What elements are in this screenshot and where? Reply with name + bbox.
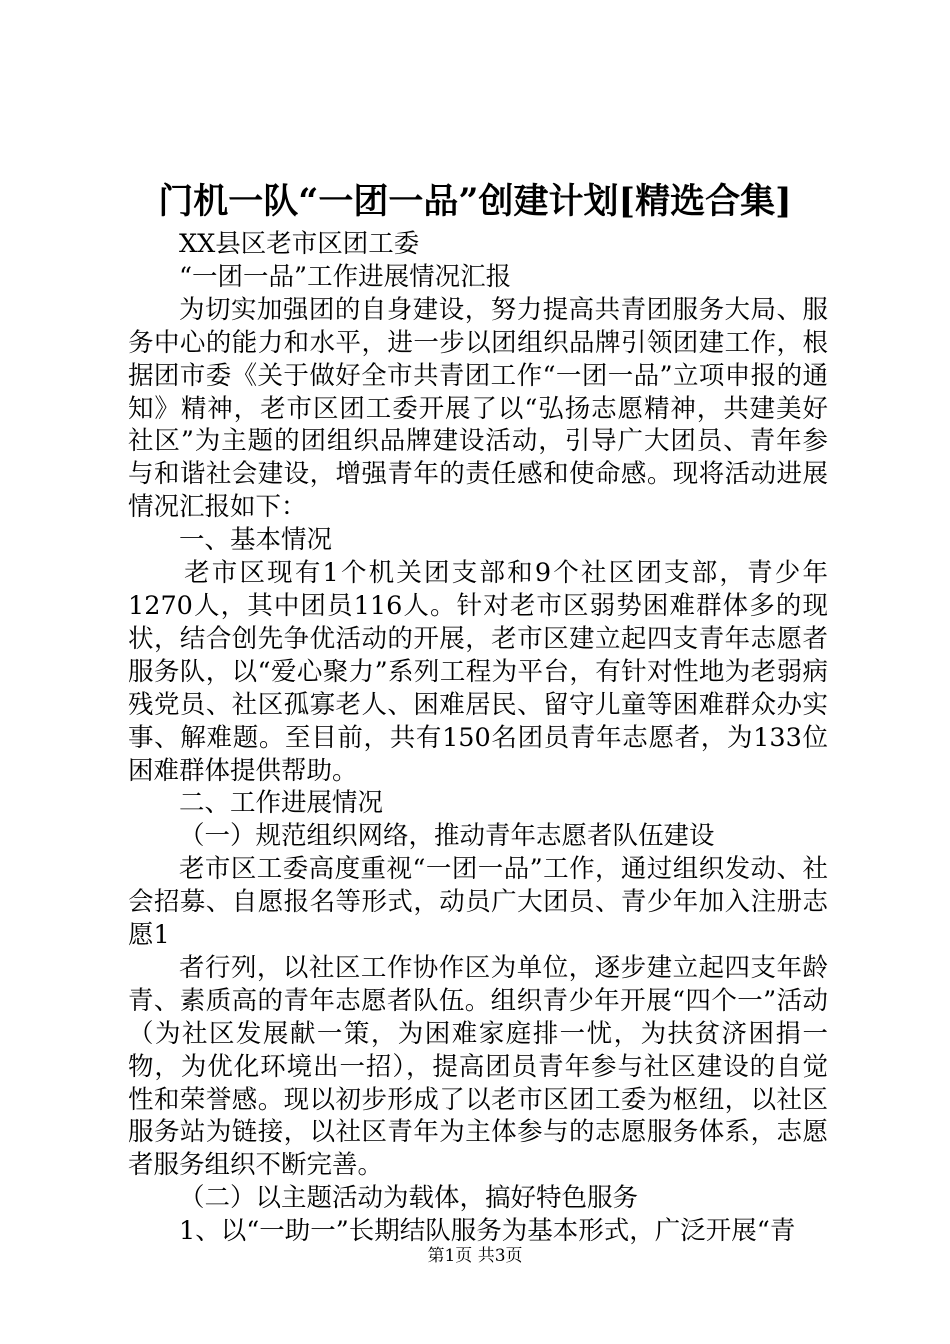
- section-heading: 一、基本情况: [179, 525, 333, 556]
- section-heading: 二、工作进展情况: [179, 788, 384, 819]
- document-title: 门机一队“一团一品”创建计划[精选合集]: [158, 181, 792, 222]
- subsection-heading: （二）以主题活动为载体，搞好特色服务: [179, 1183, 639, 1214]
- body-paragraph: 老市区现有1个机关团支部和9个社区团支部，青少年1270人，其中团员116人。针对老市区弱势困难群体多的现状，结合创先争优活动的开展，老市区建立起四支青年志愿者服务队，以“爱心聚力”系列工程为平台，有针对性地为老弱病残党员、社区孤寡老人、困难居民、留守儿童等困难群众办实事、解难题。至目前，共有150名团员青年志愿者，为133位困难群体提供帮助。: [128, 558, 828, 786]
- subsection-heading: （一）规范组织网络，推动青年志愿者队伍建设: [179, 821, 715, 852]
- body-paragraph: “一团一品”工作进展情况汇报: [179, 261, 512, 292]
- body-paragraph: 为切实加强团的自身建设，努力提高共青团服务大局、服务中心的能力和水平，进一步以团组织品牌引领团建工作，根据团市委《关于做好全市共青团工作“一团一品”立项申报的通知》精神，老市区团工委开展了以“弘扬志愿精神，共建美好社区”为主题的团组织品牌建设活动，引导广大团员、青年参与和谐社会建设，增强青年的责任感和使命感。现将活动进展情况汇报如下：: [128, 294, 828, 523]
- document-body: [128, 228, 828, 1248]
- body-paragraph: 者行列，以社区工作协作区为单位，逐步建立起四支年龄青、素质高的青年志愿者队伍。组织青少年开展“四个一”活动（为社区发展献一策，为困难家庭排一忧，为扶贫济困捐一物，为优化环境出一招），提高团员青年参与社区建设的自觉性和荣誉感。现以初步形成了以老市区团工委为枢纽，以社区服务站为链接，以社区青年为主体参与的志愿服务体系，志愿者服务组织不断完善。: [128, 952, 828, 1181]
- body-paragraph: XX县区老市区团工委: [179, 229, 420, 259]
- body-paragraph: 1、以“一助一”长期结队服务为基本形式，广泛开展“青: [179, 1216, 796, 1247]
- body-paragraph: 老市区工委高度重视“一团一品”工作，通过组织发动、社会招募、自愿报名等形式，动员广大团员、青少年加入注册志愿1: [128, 854, 828, 951]
- page-footer: 第1页 共3页: [427, 1246, 523, 1266]
